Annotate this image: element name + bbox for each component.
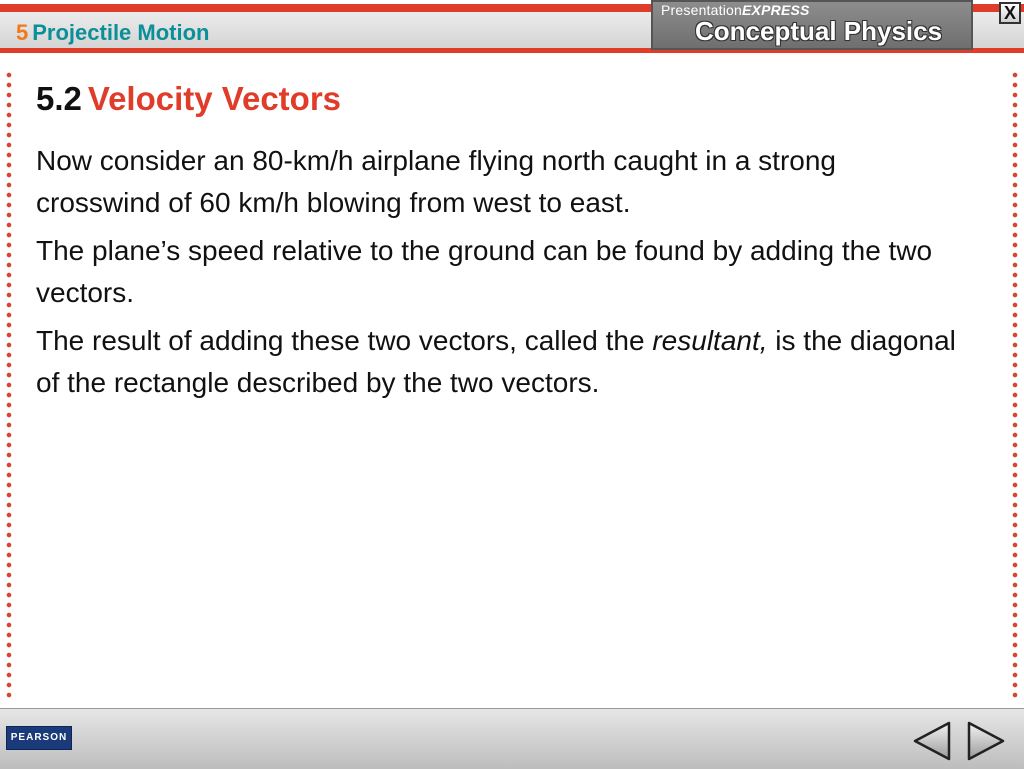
close-button[interactable]: X [999,2,1021,24]
section-number: 5.2 [36,80,82,117]
brand-subtitle-bold: EXPRESS [742,2,810,18]
next-slide-button[interactable] [966,721,1006,761]
pearson-logo: PEARSON [6,726,72,750]
chapter-heading [16,20,210,46]
slide-body [36,140,966,410]
back-arrow-icon [912,721,952,761]
chapter-number: 5 [16,20,29,45]
footer-bar [0,708,1024,769]
brand-logo [651,0,973,50]
resultant-term: resultant, [652,325,768,356]
chapter-title: Projectile Motion [32,20,210,45]
brand-title: Conceptual Physics [695,16,943,46]
paragraph-3-end: is the diagonal of the rectangle described by the two vectors. [36,325,956,398]
previous-slide-button[interactable] [912,721,952,761]
brand-subtitle-light: Presentation [661,2,743,18]
paragraph-1: Now consider an 80-km/h airplane flying north caught in a strong crosswind of 60 km/h blowing from west to east. [36,145,836,218]
paragraph-2: The plane’s speed relative to the ground can be found by adding the two vectors. [36,235,933,308]
paragraph-3-start: The result of adding these two vectors, called the [36,325,653,356]
forward-arrow-icon [966,721,1006,761]
right-dotted-border [1012,70,1018,698]
paragraph-3 [36,320,966,404]
slide-title [36,80,341,118]
header-bar [0,0,1024,60]
section-title: Velocity Vectors [87,80,342,117]
left-dotted-border [6,70,12,698]
